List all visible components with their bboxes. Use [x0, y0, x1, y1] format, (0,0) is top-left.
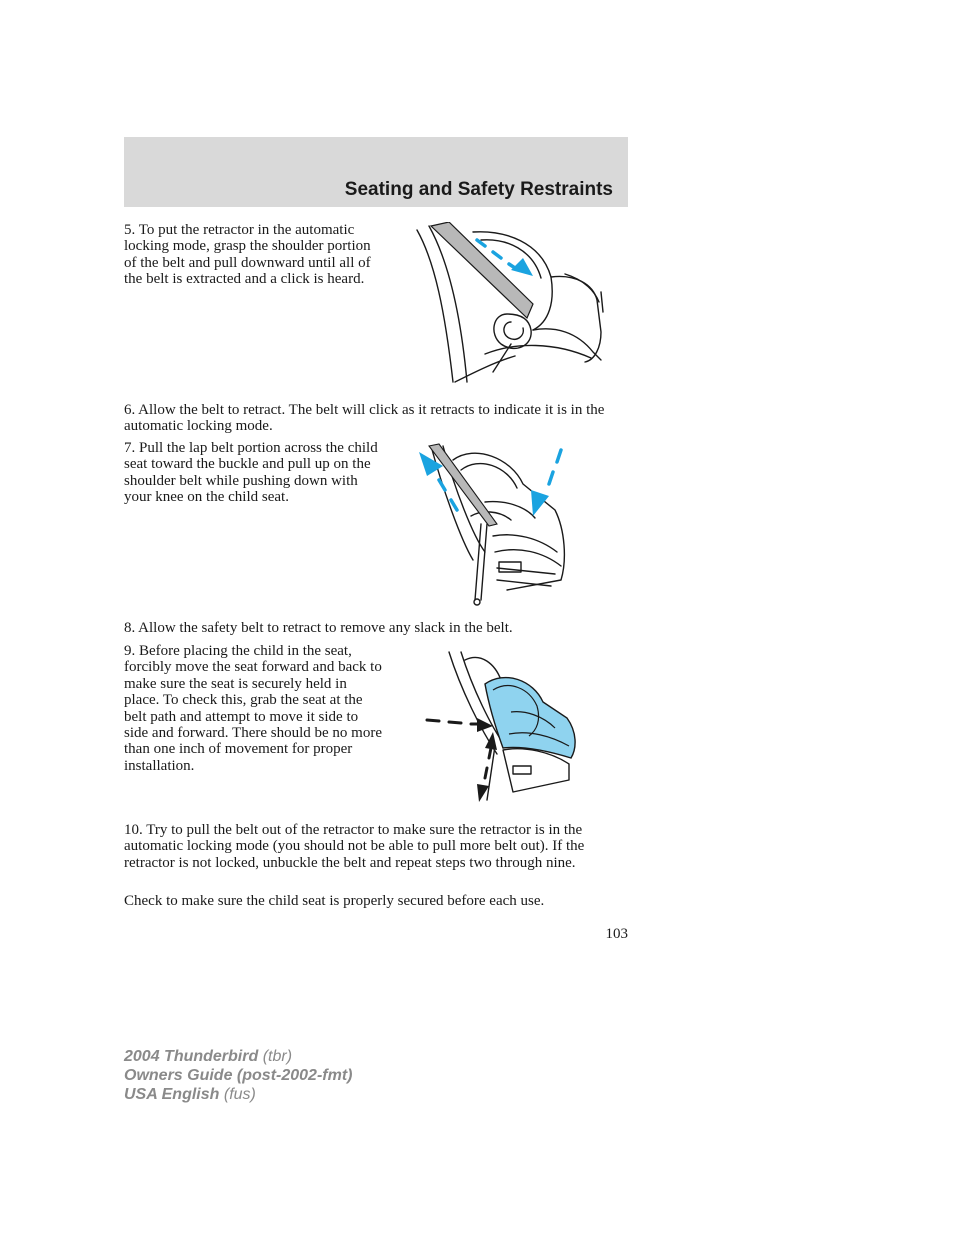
- step-9-text: 9. Before placing the child in the seat, forcibly move the seat forward and back to make sure the seat is securely held in place. To check this, grab the seat at the belt path and attempt to move it side to side and forward. There should be no more than one inch of movement for proper installation.: [124, 643, 382, 774]
- final-check-text: Check to make sure the child seat is properly secured before each use.: [124, 893, 545, 909]
- footer-line-2: [124, 1066, 352, 1085]
- footer-language: USA English: [124, 1086, 220, 1103]
- page-number: 103: [605, 926, 628, 942]
- section-header-band: [124, 137, 628, 207]
- child-seat-lap-belt-tighten-illustration-icon: [415, 440, 575, 608]
- footer-model-code: (tbr): [258, 1048, 293, 1065]
- footer-model: 2004 Thunderbird: [124, 1048, 259, 1065]
- footer-language-code: (fus): [219, 1086, 256, 1103]
- step-10-text: 10. Try to pull the belt out of the retractor to make sure the retractor is in the automatic locking mode (you should not be able to pull more belt out). If the retractor is not locked, unbuckle the belt and repeat steps two through nine.: [124, 822, 585, 871]
- footer-line-3: [124, 1085, 352, 1104]
- document-footer: [124, 1047, 352, 1104]
- footer-line-1: [124, 1047, 352, 1066]
- child-seat-shoulder-belt-pull-illustration-icon: [415, 222, 605, 387]
- step-6-text: 6. Allow the belt to retract. The belt will click as it retracts to indicate it is in the automatic locking mode.: [124, 402, 605, 435]
- section-title: Seating and Safety Restraints: [344, 179, 613, 200]
- child-seat-movement-check-illustration-icon: [425, 650, 585, 806]
- step-5-text: 5. To put the retractor in the automatic locking mode, grasp the shoulder portion of the belt and pull downward until all of the belt is extracted and a click is heard.: [124, 222, 371, 288]
- footer-guide: Owners Guide (post-2002-fmt): [124, 1067, 353, 1084]
- step-8-text: 8. Allow the safety belt to retract to remove any slack in the belt.: [124, 620, 513, 636]
- step-7-text: 7. Pull the lap belt portion across the child seat toward the buckle and pull up on the shoulder belt while pushing down with your knee on the child seat.: [124, 440, 378, 506]
